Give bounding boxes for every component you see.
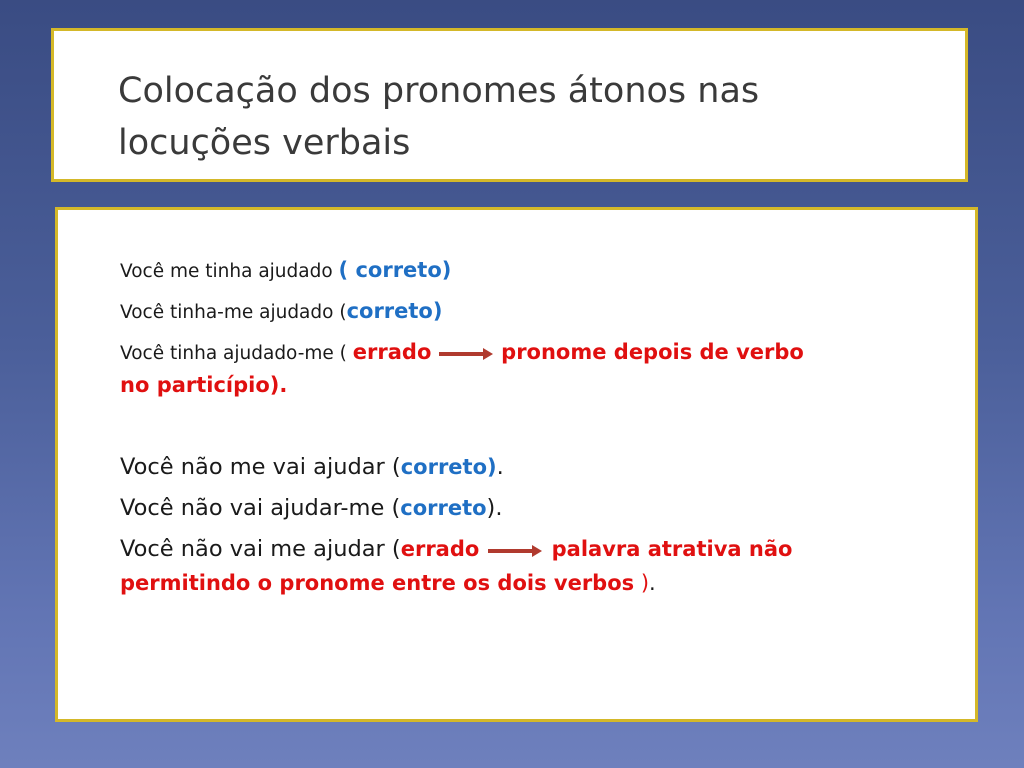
- title-box: [51, 28, 968, 182]
- example-line-1: [120, 258, 451, 282]
- example-line-6-continued: [120, 571, 656, 595]
- explanation-continued: no particípio).: [120, 373, 288, 397]
- status-wrong: errado: [352, 340, 432, 364]
- example-line-4: [120, 454, 504, 480]
- status-correct: ( correto): [338, 258, 452, 282]
- example-text: Você não vai me ajudar (: [120, 536, 401, 562]
- arrow-right-icon: [486, 537, 544, 563]
- example-text: Você tinha-me ajudado (: [120, 302, 347, 323]
- example-text: Você tinha ajudado-me (: [120, 343, 353, 364]
- status-correct: correto: [400, 496, 487, 520]
- example-text: Você não vai ajudar-me (: [120, 495, 401, 521]
- explanation-continued: permitindo o pronome entre os dois verbos: [120, 571, 635, 595]
- explanation: palavra atrativa não: [551, 537, 793, 561]
- slide-title: Colocação dos pronomes átonos nas locuções verbais: [118, 71, 760, 163]
- example-line-3-continued: [120, 373, 287, 397]
- example-line-3: [120, 340, 804, 365]
- example-line-2: [120, 299, 442, 323]
- arrow-right-icon: [437, 344, 495, 365]
- line-end: .: [496, 454, 504, 480]
- example-line-6: [120, 536, 792, 563]
- example-line-5: [120, 495, 502, 521]
- content-box: [55, 207, 978, 722]
- status-correct: correto): [400, 455, 497, 479]
- line-end: .: [649, 571, 656, 595]
- example-text: Você me tinha ajudado: [120, 261, 339, 282]
- line-end: ).: [486, 495, 503, 521]
- status-wrong: errado: [400, 537, 480, 561]
- example-text: Você não me vai ajudar (: [120, 454, 401, 480]
- explanation: pronome depois de verbo: [501, 340, 804, 364]
- line-end-red: ): [634, 571, 650, 595]
- status-correct: correto): [346, 299, 443, 323]
